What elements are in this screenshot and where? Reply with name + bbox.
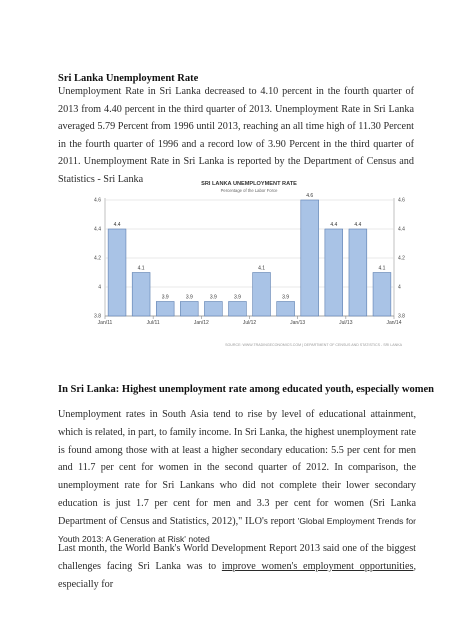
x-tick-label: Jul/11: [146, 320, 160, 326]
section-heading-educated-youth: In Sri Lanka: Highest unemployment rate among educated youth, especially women: [58, 384, 434, 395]
bar: [253, 273, 271, 317]
bar: [277, 302, 295, 317]
world-bank-paragraph: [58, 540, 416, 593]
chart-subtitle: Percentage of the Labor Force: [220, 188, 278, 193]
chart-title: SRI LANKA UNEMPLOYMENT RATE: [201, 181, 297, 187]
womens-employment-link[interactable]: improve women's employment opportunities: [221, 560, 414, 572]
bar-value-label: 4.4: [113, 222, 121, 228]
bar-value-label: 4.4: [354, 222, 362, 228]
bar-value-label: 3.9: [233, 294, 241, 301]
bar-value-label: 4.1: [258, 265, 266, 272]
x-tick-label: Jan/11: [97, 320, 113, 326]
x-tick-label: Jan/14: [386, 320, 402, 326]
bar: [108, 229, 126, 316]
unemployment-bar-chart: [82, 176, 418, 350]
bar: [156, 302, 174, 317]
y-tick-label-right: 4.2: [398, 255, 405, 262]
bar-value-label: 4.4: [330, 222, 338, 228]
y-tick-label-left: 3.8: [94, 313, 101, 320]
y-tick-label-right: 3.8: [398, 313, 405, 320]
y-tick-label-left: 4: [98, 284, 101, 291]
bar-value-label: 3.9: [185, 294, 193, 301]
bar: [180, 302, 198, 317]
bar: [204, 302, 222, 317]
bar: [229, 302, 247, 317]
bar: [349, 229, 367, 316]
bar: [301, 200, 319, 316]
bar-value-label: 4.1: [378, 265, 386, 272]
bar-value-label: 4.6: [306, 193, 314, 199]
bar: [373, 273, 391, 317]
chart-data-labels: [114, 193, 386, 301]
world-bank-paragraph-text: Last month, the World Bank's World Development Report 2013 said one of the biggest challenges facing Sri Lanka was to: [58, 543, 416, 572]
youth-unemployment-paragraph: [58, 406, 416, 548]
bar-value-label: 3.9: [209, 294, 217, 301]
bar: [325, 229, 343, 316]
youth-paragraph-text: Unemployment rates in South Asia tend to rise by level of educational attainment, which is related, in part, to family income. In Sri Lanka, the highest unemployment rate is found among those with at least a higher secondary education: 5.5 per cent for men and 11.7 per cent for women in the second quarter of 2012. In comparison, the unemployment rate for Sri Lankans who did not complete their lower secondary education is just 1.7 per cent for men and 3.3 per cent for women (Sri Lanka Department of Census and Statistics, 2012)," ILO's report: [58, 409, 416, 527]
y-tick-label-right: 4.6: [398, 197, 405, 204]
x-tick-label: Jan/13: [290, 320, 306, 326]
x-tick-label: Jan/12: [193, 320, 209, 326]
world-bank-paragraph-end: , especially for: [58, 560, 417, 590]
y-tick-label-right: 4.4: [398, 226, 405, 233]
x-tick-label: Jul/13: [339, 320, 353, 326]
y-tick-label-right: 4: [398, 284, 401, 291]
bar-value-label: 3.9: [161, 294, 169, 301]
chart-source: SOURCE: WWW.TRADINGECONOMICS.COM | DEPARTMENT OF CENSUS AND STATISTICS - SRI LANKA: [225, 343, 402, 347]
y-tick-label-left: 4.4: [94, 226, 101, 233]
x-tick-label: Jul/12: [242, 320, 257, 326]
bar-value-label: 4.1: [137, 265, 145, 272]
chart-x-axis: [98, 316, 402, 326]
y-tick-label-left: 4.6: [94, 197, 101, 204]
bar: [132, 273, 150, 317]
ilo-report-title: 'Global Employment Trends for Youth 2013: A Generation at Risk': [58, 515, 417, 544]
section-heading-unemployment-rate: Sri Lanka Unemployment Rate: [58, 73, 199, 84]
bar-value-label: 3.9: [282, 294, 290, 301]
youth-paragraph-end: noted: [185, 533, 210, 544]
y-tick-label-left: 4.2: [94, 255, 101, 262]
intro-paragraph: Unemployment Rate in Sri Lanka decreased to 4.10 percent in the fourth quarter of 2013 from 4.40 percent in the third quarter of 2013. Unemployment Rate in Sri Lanka averaged 5.79 Percent from 1996 until 2013, reaching an all time high of 11.30 Percent in the fourth quarter of 1996 and a record low of 3.90 Percent in the third quarter of 2011. Unemployment Rate in Sri Lanka is reported by the Department of Census and Statistics - Sri Lanka: [58, 86, 414, 185]
